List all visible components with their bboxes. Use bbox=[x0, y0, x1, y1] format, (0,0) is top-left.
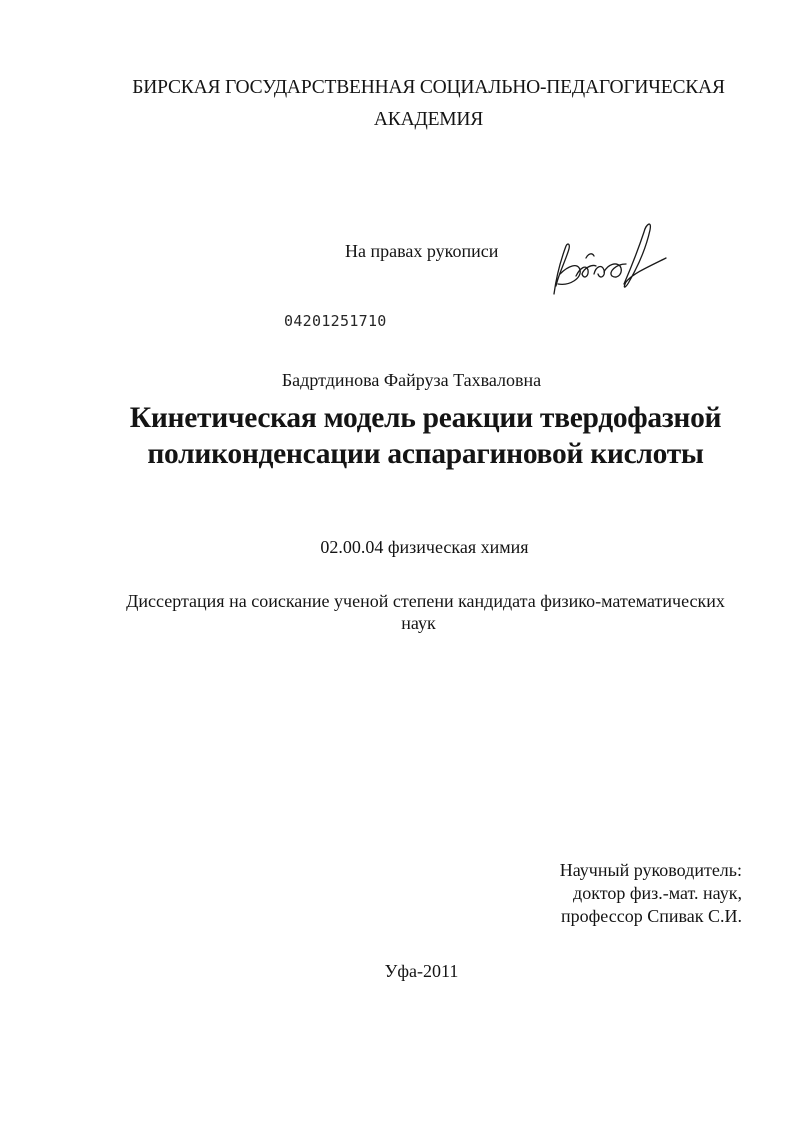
dissertation-degree-line1: Диссертация на соискание ученой степени кандидата физико-математических bbox=[126, 591, 725, 611]
organization-name-line2: АКАДЕМИЯ bbox=[373, 109, 484, 130]
archive-stamp-number: 04201251710 bbox=[284, 312, 387, 330]
specialty-code: 02.00.04 физическая химия bbox=[320, 537, 529, 557]
supervisor-degree: доктор физ.-мат. наук, bbox=[573, 883, 742, 903]
supervisor-label: Научный руководитель: bbox=[559, 860, 742, 880]
rights-note: На правах рукописи bbox=[345, 241, 499, 261]
organization-name-line1: БИРСКАЯ ГОСУДАРСТВЕННАЯ СОЦИАЛЬНО-ПЕДАГОГИЧЕСКАЯ bbox=[132, 77, 725, 98]
city-year: Уфа-2011 bbox=[384, 961, 459, 981]
author-name: Бадртдинова Файруза Тахваловна bbox=[281, 370, 542, 390]
supervisor-name: профессор Спивак С.И. bbox=[561, 906, 742, 926]
dissertation-title-line1: Кинетическая модель реакции твердофазной bbox=[129, 402, 722, 434]
dissertation-title-line2: поликонденсации аспарагиновой кислоты bbox=[147, 438, 704, 470]
dissertation-degree-line2: наук bbox=[401, 613, 436, 633]
handwritten-signature-icon bbox=[546, 214, 674, 300]
